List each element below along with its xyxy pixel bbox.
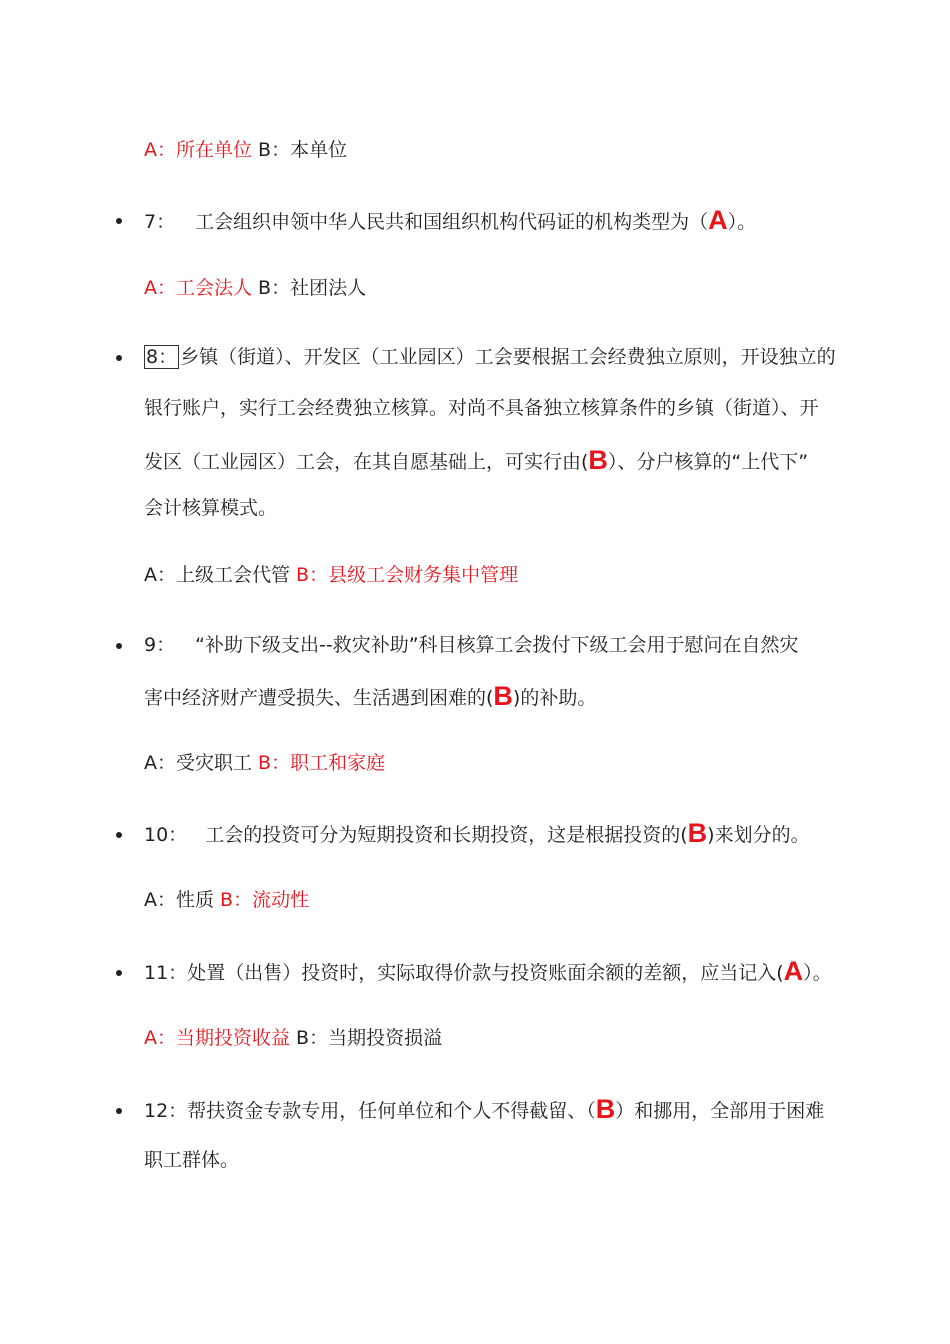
option-b: B：本单位 — [258, 139, 348, 161]
answer-line-8 — [144, 563, 518, 587]
question-text-end: ）。 — [727, 211, 757, 233]
bullet-icon — [116, 355, 122, 361]
question-8-line-3 — [144, 445, 809, 475]
question-9-line-1 — [144, 633, 799, 657]
question-text-end: )的补助。 — [512, 687, 597, 709]
option-a: A：工会法人 — [144, 277, 252, 299]
answer-marker: B — [687, 818, 708, 848]
answer-line-11 — [144, 1026, 442, 1050]
answer-marker: B — [493, 681, 513, 711]
question-text: “补助下级支出--救灾补助”科目核算工会拨付下级工会用于慰问在自然灾 — [195, 634, 799, 656]
question-9-line-2 — [144, 681, 597, 711]
bullet-icon — [116, 218, 122, 224]
option-a: A：性质 — [144, 889, 214, 911]
answer-marker: A — [783, 956, 804, 986]
option-b: B：县级工会财务集中管理 — [296, 564, 519, 586]
question-number: 8： — [146, 346, 178, 368]
question-text: 工会的投资可分为短期投资和长期投资，这是根据投资的( — [205, 824, 688, 846]
answer-marker: B — [595, 1094, 616, 1124]
answer-line-7 — [144, 276, 366, 300]
answer-marker: B — [588, 445, 608, 475]
question-text: 发区（工业园区）工会，在其自愿基础上，可实行由( — [144, 451, 589, 473]
question-number: 10： — [144, 824, 188, 846]
question-text: 害中经济财产遭受损失、生活遇到困难的( — [144, 687, 494, 709]
option-b: B：当期投资损溢 — [296, 1027, 443, 1049]
question-8-line-4 — [144, 496, 277, 520]
bullet-icon — [116, 1108, 122, 1114]
question-8-line-2 — [144, 396, 819, 420]
question-12-line-2 — [144, 1148, 239, 1172]
answer-line-9 — [144, 751, 385, 775]
option-b: B：职工和家庭 — [258, 752, 386, 774]
option-a: A：受灾职工 — [144, 752, 252, 774]
question-number: 11： — [144, 962, 188, 984]
question-text: 帮扶资金专款专用，任何单位和个人不得截留、（ — [187, 1100, 596, 1122]
question-number: 9： — [144, 634, 176, 656]
question-text-end: ）。 — [803, 962, 832, 984]
question-text: 乡镇（街道）、开发区（工业园区）工会要根据工会经费独立原则，开设独立的 — [180, 346, 836, 368]
option-a: A：所在单位 — [144, 139, 252, 161]
option-b: B：社团法人 — [258, 277, 367, 299]
answer-marker: A — [708, 205, 728, 235]
option-a: A：当期投资收益 — [144, 1027, 290, 1049]
question-11 — [144, 956, 832, 986]
option-b: B：流动性 — [220, 889, 310, 911]
question-text-end: ）、分户核算的“上代下” — [607, 451, 809, 473]
bullet-icon — [116, 832, 122, 838]
option-a: A：上级工会代管 — [144, 564, 290, 586]
question-7 — [144, 205, 757, 235]
question-text-end: )来划分的。 — [707, 824, 810, 846]
question-text: 职工群体。 — [144, 1149, 240, 1171]
question-text: 处置（出售）投资时，实际取得价款与投资账面余额的差额，应当记入( — [187, 962, 784, 984]
question-text: 会计核算模式。 — [144, 497, 278, 519]
bullet-icon — [116, 970, 122, 976]
question-10 — [144, 818, 810, 848]
question-12-line-1 — [144, 1094, 825, 1124]
question-text: 银行账户，实行工会经费独立核算。对尚不具备独立核算条件的乡镇（街道）、开 — [144, 397, 819, 419]
answer-line-6 — [144, 138, 347, 162]
question-number: 7： — [144, 211, 176, 233]
question-text-end: ）和挪用，全部用于困难 — [615, 1100, 825, 1122]
question-8-line-1 — [144, 345, 836, 369]
question-text: 工会组织申领中华人民共和国组织机构代码证的机构类型为（ — [195, 211, 709, 233]
bullet-icon — [116, 643, 122, 649]
question-number: 12： — [144, 1100, 188, 1122]
answer-line-10 — [144, 888, 309, 912]
